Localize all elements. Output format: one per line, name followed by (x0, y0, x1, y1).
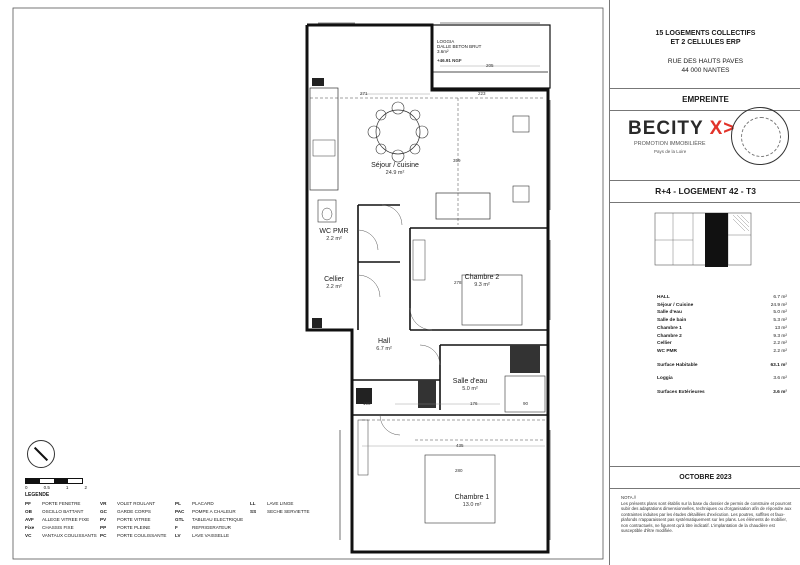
brand-logo (628, 118, 735, 140)
legend-item (25, 525, 100, 530)
scale-bar (25, 478, 87, 490)
dim-190: 190 (363, 401, 371, 406)
surface-row (657, 325, 787, 333)
surface-row (657, 317, 787, 325)
legend-item (25, 501, 100, 506)
legend-text: ALLEGE VITREE FIXE (42, 517, 90, 522)
surface-row (657, 294, 787, 302)
lot-title: R+4 - LOGEMENT 42 - T3 (655, 186, 756, 196)
legend-text: PORTE FENETRE (42, 501, 81, 506)
legend-item (25, 533, 100, 538)
surface-room: WC PMR (657, 348, 677, 354)
legend-item (250, 501, 325, 506)
legend-text: REFRIGERATEUR (192, 525, 231, 530)
legend-item (250, 517, 325, 522)
legend-text: PORTE PLEINE (117, 525, 151, 530)
legend-item (250, 533, 325, 538)
surface-row (657, 302, 787, 310)
surface-value: 24.9 m² (770, 302, 787, 308)
surfaces-table (657, 294, 787, 397)
room-wc-label (312, 228, 356, 242)
legend-title: LEGENDE (25, 492, 50, 498)
legend-item (175, 525, 250, 530)
surface-value: 9.3 m² (773, 333, 787, 339)
room-chambre1-name: Chambre 1 (454, 494, 490, 501)
seal-logo (731, 107, 789, 165)
room-chambre2-area: 9.3 m² (474, 281, 490, 288)
room-wc-name: WC PMR (319, 228, 349, 235)
legend-code (250, 517, 264, 522)
surface-room: Cellier (657, 341, 672, 347)
ext-surface-value: 3.6 m² (773, 390, 787, 396)
legend-code: LL (250, 501, 256, 506)
surfaces-rows (657, 294, 787, 356)
room-wc-area: 2.2 m² (326, 235, 342, 242)
scale-label: 0.5 (43, 485, 50, 490)
legend-text: PLACARD (192, 501, 214, 506)
legend-item (100, 517, 175, 522)
legend-item (100, 533, 175, 538)
surface-room: Séjour / Cuisine (657, 302, 694, 308)
legend-text: GARDE CORPS (117, 509, 151, 514)
legend-item (250, 525, 325, 530)
project-address-line2: 44 000 NANTES (681, 66, 730, 74)
project-address-line1: RUE DES HAUTS PAVES (667, 57, 744, 65)
surface-room: Chambre 1 (657, 325, 682, 331)
legend-code: VR (100, 501, 107, 506)
surface-row (657, 309, 787, 317)
loggia-name: LOGGIA (437, 39, 455, 44)
brand-tagline: PROMOTION IMMOBILIÈRE (634, 141, 706, 147)
legend-text: TABLEAU ELECTRIQUE (192, 517, 244, 522)
loggia-label (437, 39, 481, 55)
brand-region: Pays de la Loire (654, 149, 687, 154)
note-divider (610, 488, 800, 489)
dim-223: 223 (478, 91, 486, 96)
legend-text: OSCILLO BATTANT (42, 509, 84, 514)
habitable-label: Surface Habitable (657, 362, 698, 368)
surface-room: Salle d'eau (657, 310, 682, 316)
room-cellier-label (312, 276, 356, 290)
compass-icon (27, 440, 55, 468)
project-title-line2: ET 2 CELLULES ERP (670, 39, 741, 47)
legend-item (175, 517, 250, 522)
dim-271: 271 (360, 91, 368, 96)
legend-code: GTL (175, 517, 185, 522)
legend-text: VOLET ROULANT (117, 501, 156, 506)
dim-280: 280 (455, 468, 463, 473)
legend-code: AVF (25, 517, 34, 522)
legend-item (175, 509, 250, 514)
surface-value: 6.7 m² (773, 295, 787, 300)
room-sde-name: Salle d'eau (452, 378, 488, 385)
legend-code: VC (25, 533, 32, 538)
legend-grid (25, 501, 355, 538)
nota-title: NOTA // (621, 495, 636, 500)
legend-text: CHASSIS FIXE (42, 525, 74, 530)
surface-value: 5.0 m² (773, 310, 787, 316)
scale-label: 2 (84, 485, 87, 490)
brand-name-accent: X> (709, 118, 736, 139)
legend-code: LV (175, 533, 181, 538)
room-chambre1-label (440, 494, 504, 508)
section-block (610, 88, 800, 111)
date-divider (610, 466, 800, 467)
legend-item (175, 501, 250, 506)
project-title-line1: 15 LOGEMENTS COLLECTIFS (655, 30, 756, 37)
legend-code: OB (25, 509, 32, 514)
surface-row (657, 340, 787, 348)
room-hall-name: Hall (377, 338, 391, 345)
date-label: OCTOBRE 2023 (679, 474, 732, 481)
legend-code: SS (250, 509, 257, 514)
surface-room: Salle de bain (657, 318, 687, 324)
surface-room: Chambre 2 (657, 333, 682, 339)
room-sde-area: 5.0 m² (462, 385, 478, 392)
ext-surface-label: Surfaces Extérieures (657, 390, 705, 396)
legend-code: Fixe (25, 525, 35, 530)
scale-label: 1 (65, 485, 69, 490)
room-chambre2-name: Chambre 2 (464, 274, 500, 281)
legend-text: VANTAUX COULISSANTS (42, 533, 97, 538)
nota-block (621, 495, 793, 534)
loggia-ngf: +46.91 NGF (437, 58, 462, 63)
room-hall-label (364, 338, 404, 352)
loggia-area: 3.6m² (437, 49, 449, 55)
surface-value: 13 m² (774, 325, 787, 331)
legend (25, 492, 355, 538)
legend-code: PF (25, 501, 31, 506)
legend-text: LAVE LINGE (267, 501, 294, 506)
room-chambre1-area: 13.0 m² (462, 501, 482, 508)
room-sde-label (445, 378, 495, 392)
dim-90: 90 (523, 401, 529, 406)
room-sejour-label (355, 162, 435, 176)
dim-205: 205 (486, 63, 494, 68)
legend-code: PC (100, 533, 107, 538)
legend-item (250, 509, 325, 514)
surface-value: 2.2 m² (773, 341, 787, 347)
surface-value: 5.3 m² (773, 318, 787, 324)
dim-359: 359 (453, 158, 461, 163)
loggia-surface-label: Loggia (657, 376, 673, 382)
legend-item (25, 517, 100, 522)
project-block (610, 0, 800, 89)
legend-item (100, 501, 175, 506)
legend-code: GC (100, 509, 107, 514)
legend-item (25, 509, 100, 514)
legend-code (250, 533, 264, 538)
loggia-note: DALLE BETON BRUT (437, 44, 482, 50)
legend-item (100, 509, 175, 514)
surface-value: 2.2 m² (773, 348, 787, 354)
legend-item (100, 525, 175, 530)
room-cellier-area: 2.2 m² (326, 283, 342, 290)
legend-item (175, 533, 250, 538)
legend-code (250, 525, 264, 530)
legend-text: PORTE VITREE (117, 517, 151, 522)
room-sejour-area: 24.9 m² (385, 169, 405, 176)
room-hall-area: 6.7 m² (376, 345, 392, 352)
surface-room: HALL (657, 295, 670, 300)
dim-278: 278 (454, 280, 462, 285)
legend-code: F (175, 525, 178, 530)
legend-code: PP (100, 525, 107, 530)
legend-code: PV (100, 517, 107, 522)
legend-text: POMPE A CHALEUR (192, 509, 236, 514)
legend-code: PL (175, 501, 181, 506)
key-plan (653, 205, 753, 273)
legend-text: SECHE SERVIETTE (267, 509, 310, 514)
title-block (609, 0, 800, 565)
legend-code: PAC (175, 509, 185, 514)
room-sejour-name: Séjour / cuisine (371, 162, 419, 169)
legend-text: LAVE VAISSELLE (192, 533, 230, 538)
surface-row (657, 333, 787, 341)
room-cellier-name: Cellier (324, 276, 344, 283)
scale-label: 0 (25, 485, 28, 490)
habitable-value: 63.1 m² (770, 362, 787, 368)
surface-row (657, 348, 787, 356)
dim-435: 435 (456, 443, 464, 448)
loggia-surface-value: 3.6 m² (773, 376, 787, 382)
brand-name-main: BECITY (628, 118, 704, 139)
section-title: EMPREINTE (682, 95, 729, 104)
nota-body: Les présents plans sont établis sur la base du dossier de permis de construire et pourront subir des adaptations dimensionnelles, techniques ou d'organisation afin de répondre aux contraintes induites par les études détaillées d'exécution. Les poutres, soffites et faux-plafonds n'apparaissent pas systématiquement sur les plans. Les éléments de mobilier, non contractuels, ne figurent qu'à titre indicatif. L'implantation de la chaudière est susceptible d'être modifiée. (621, 500, 792, 534)
dim-176: 176 (470, 401, 478, 406)
legend-text: PORTE COULISSANTE (117, 533, 167, 538)
lot-block (610, 180, 800, 203)
